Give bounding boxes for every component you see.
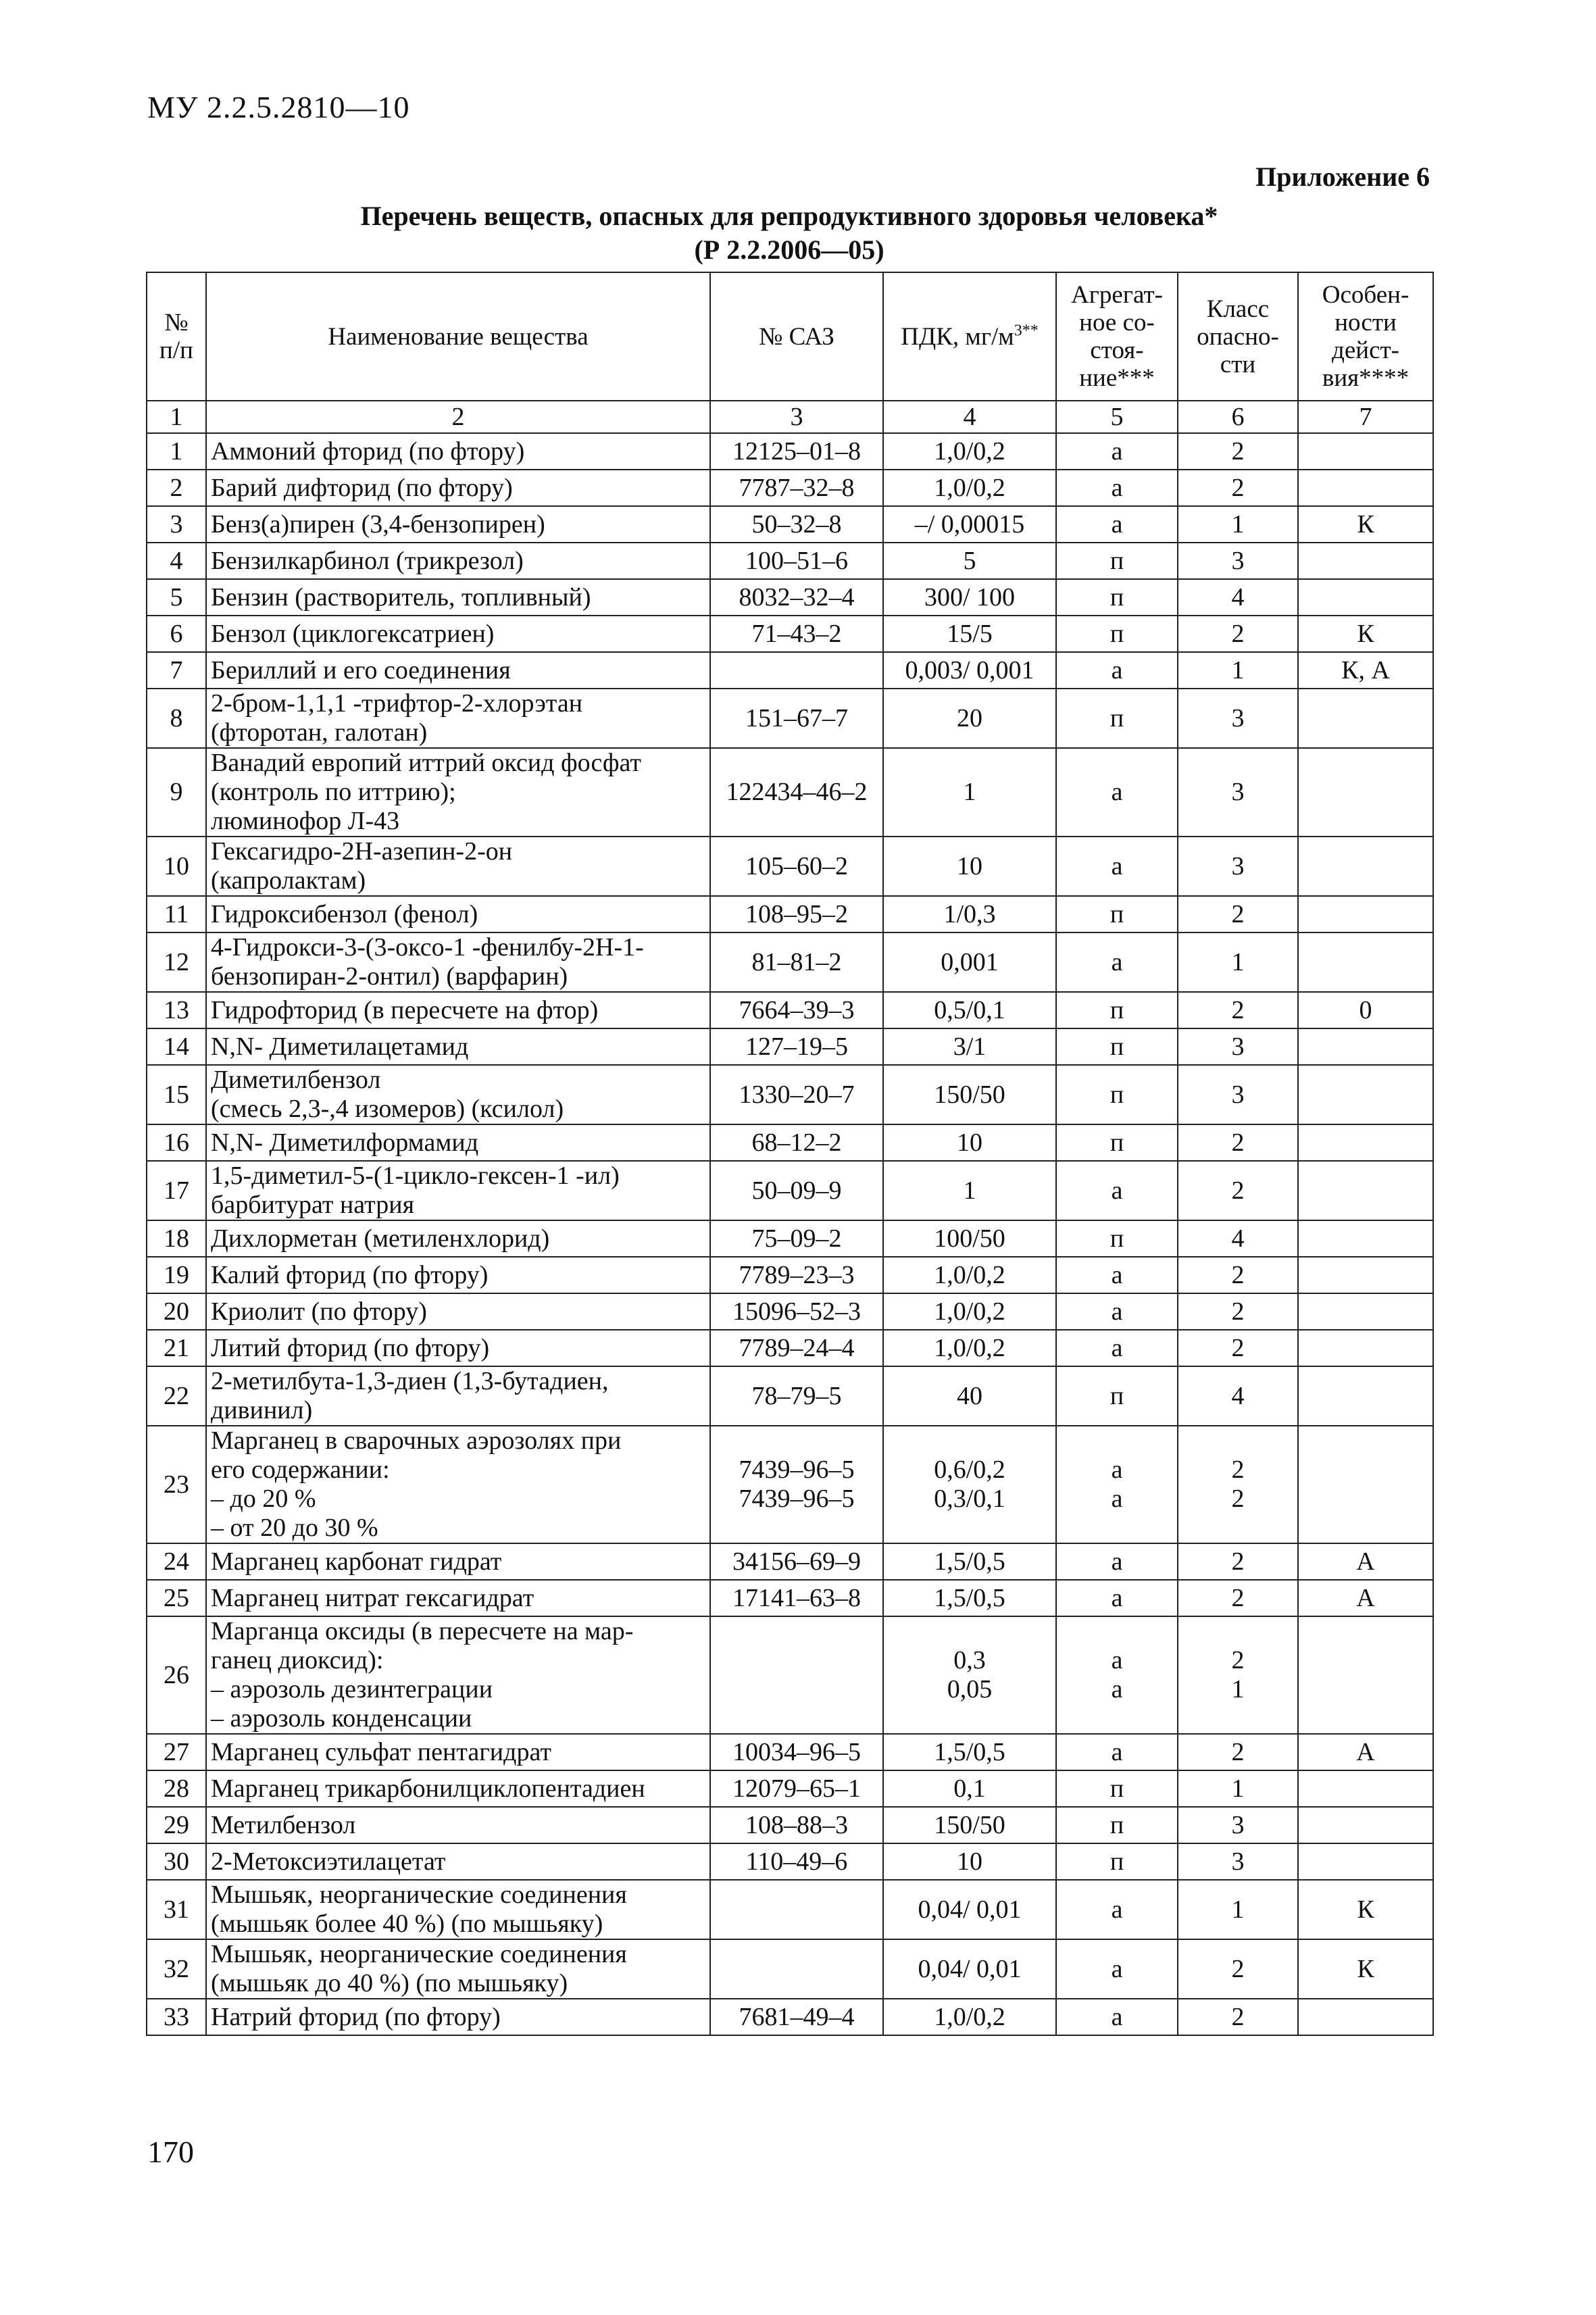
cell-cas: 75–09–2 — [710, 1220, 883, 1257]
cell-number: 21 — [147, 1330, 206, 1366]
cell-hazard-class: 4 — [1178, 1220, 1298, 1257]
cell-cas: 108–88–3 — [710, 1807, 883, 1843]
cell-substance-name: Криолит (по фтору) — [206, 1293, 710, 1330]
cell-number: 26 — [147, 1616, 206, 1734]
cell-features — [1298, 1124, 1433, 1161]
cell-number: 9 — [147, 748, 206, 837]
cell-mac: 0,3 0,05 — [883, 1616, 1056, 1734]
cell-hazard-class: 3 — [1178, 1843, 1298, 1880]
cell-features: К, А — [1298, 652, 1433, 689]
cell-features — [1298, 689, 1433, 748]
cell-substance-name: Мышьяк, неорганические соединения (мышьяк до 40 %) (по мышьяку) — [206, 1939, 710, 1999]
column-number: 3 — [710, 401, 883, 433]
cell-cas: 50–32–8 — [710, 506, 883, 543]
cell-features: А — [1298, 1580, 1433, 1616]
table-row — [147, 1028, 1433, 1065]
cell-hazard-class: 2 — [1178, 1330, 1298, 1366]
cell-cas: 7789–23–3 — [710, 1257, 883, 1293]
cell-hazard-class: 4 — [1178, 579, 1298, 616]
cell-features — [1298, 837, 1433, 896]
cell-substance-name: Мышьяк, неорганические соединения (мышьяк более 40 %) (по мышьяку) — [206, 1880, 710, 1939]
cell-number: 25 — [147, 1580, 206, 1616]
cell-features — [1298, 1220, 1433, 1257]
cell-cas: 7789–24–4 — [710, 1330, 883, 1366]
document-title: Перечень веществ, опасных для репродуктивного здоровья человека* — [360, 201, 1218, 231]
table-row — [147, 1161, 1433, 1220]
cell-number: 5 — [147, 579, 206, 616]
cell-substance-name: Бенз(а)пирен (3,4-бензопирен) — [206, 506, 710, 543]
column-number-row — [147, 401, 1433, 433]
cell-features — [1298, 1065, 1433, 1124]
cell-features: К — [1298, 1880, 1433, 1939]
cell-hazard-class: 2 — [1178, 992, 1298, 1028]
cell-mac: 0,001 — [883, 932, 1056, 992]
header-state: Агрегат- ное со- стоя- ние*** — [1056, 272, 1178, 401]
cell-substance-name: Ванадий европий иттрий оксид фосфат (контроль по иттрию); люминофор Л-43 — [206, 748, 710, 837]
cell-number: 27 — [147, 1734, 206, 1770]
cell-hazard-class: 2 — [1178, 1161, 1298, 1220]
cell-features — [1298, 896, 1433, 932]
running-header: МУ 2.2.5.2810—10 — [147, 90, 410, 124]
cell-hazard-class: 2 — [1178, 1293, 1298, 1330]
cell-features — [1298, 470, 1433, 506]
table-row — [147, 896, 1433, 932]
table-row — [147, 1543, 1433, 1580]
cell-state: а — [1056, 1999, 1178, 2035]
cell-mac: 10 — [883, 1843, 1056, 1880]
cell-mac: 150/50 — [883, 1807, 1056, 1843]
table-row — [147, 652, 1433, 689]
cell-hazard-class: 3 — [1178, 1807, 1298, 1843]
cell-hazard-class: 2 2 — [1178, 1426, 1298, 1543]
cell-features — [1298, 1426, 1433, 1543]
cell-cas: 110–49–6 — [710, 1843, 883, 1880]
cell-hazard-class: 2 1 — [1178, 1616, 1298, 1734]
cell-features: 0 — [1298, 992, 1433, 1028]
cell-number: 4 — [147, 543, 206, 579]
cell-state: а — [1056, 932, 1178, 992]
cell-state: а — [1056, 748, 1178, 837]
table-row — [147, 748, 1433, 837]
column-number: 5 — [1056, 401, 1178, 433]
document-subtitle: (Р 2.2.2006—05) — [694, 234, 884, 265]
cell-features — [1298, 1807, 1433, 1843]
cell-mac: 1,0/0,2 — [883, 470, 1056, 506]
cell-number: 33 — [147, 1999, 206, 2035]
header-cas: № САЗ — [710, 272, 883, 401]
cell-hazard-class: 3 — [1178, 748, 1298, 837]
header-name: Наименование вещества — [206, 272, 710, 401]
cell-hazard-class: 3 — [1178, 837, 1298, 896]
table-row — [147, 837, 1433, 896]
cell-state: п — [1056, 1366, 1178, 1426]
cell-cas: 151–67–7 — [710, 689, 883, 748]
cell-number: 6 — [147, 616, 206, 652]
table-row — [147, 433, 1433, 470]
cell-number: 13 — [147, 992, 206, 1028]
cell-features — [1298, 1843, 1433, 1880]
cell-mac: 15/5 — [883, 616, 1056, 652]
cell-substance-name: Марганец нитрат гексагидрат — [206, 1580, 710, 1616]
cell-substance-name: Калий фторид (по фтору) — [206, 1257, 710, 1293]
cell-state: а — [1056, 652, 1178, 689]
cell-state: а — [1056, 1330, 1178, 1366]
column-number: 4 — [883, 401, 1056, 433]
cell-state: п — [1056, 543, 1178, 579]
cell-substance-name: 2-метилбута-1,3-диен (1,3-бутадиен, дивинил) — [206, 1366, 710, 1426]
cell-state: а — [1056, 1580, 1178, 1616]
cell-cas: 81–81–2 — [710, 932, 883, 992]
cell-features — [1298, 1770, 1433, 1807]
cell-number: 30 — [147, 1843, 206, 1880]
cell-number: 23 — [147, 1426, 206, 1543]
cell-cas: 108–95–2 — [710, 896, 883, 932]
cell-mac: 1,0/0,2 — [883, 1293, 1056, 1330]
cell-number: 22 — [147, 1366, 206, 1426]
cell-hazard-class: 2 — [1178, 433, 1298, 470]
cell-cas: 12125–01–8 — [710, 433, 883, 470]
cell-state: а — [1056, 433, 1178, 470]
cell-substance-name: 2-Метоксиэтилацетат — [206, 1843, 710, 1880]
cell-features — [1298, 579, 1433, 616]
cell-substance-name: Бензилкарбинол (трикрезол) — [206, 543, 710, 579]
table-body — [147, 433, 1433, 2035]
cell-state: а — [1056, 1939, 1178, 1999]
cell-cas: 7664–39–3 — [710, 992, 883, 1028]
cell-state: п — [1056, 1220, 1178, 1257]
cell-mac: 0,04/ 0,01 — [883, 1939, 1056, 1999]
cell-hazard-class: 2 — [1178, 1543, 1298, 1580]
cell-mac: 5 — [883, 543, 1056, 579]
cell-substance-name: Марганец трикарбонилциклопентадиен — [206, 1770, 710, 1807]
cell-hazard-class: 1 — [1178, 1880, 1298, 1939]
cell-substance-name: Натрий фторид (по фтору) — [206, 1999, 710, 2035]
table-row — [147, 932, 1433, 992]
cell-mac: 100/50 — [883, 1220, 1056, 1257]
cell-cas — [710, 1939, 883, 1999]
table-header — [147, 272, 1433, 433]
cell-hazard-class: 2 — [1178, 1999, 1298, 2035]
cell-cas — [710, 1616, 883, 1734]
cell-cas — [710, 1880, 883, 1939]
cell-features — [1298, 1161, 1433, 1220]
cell-cas — [710, 652, 883, 689]
cell-mac: 10 — [883, 837, 1056, 896]
cell-state: а — [1056, 506, 1178, 543]
cell-state: а — [1056, 1543, 1178, 1580]
cell-substance-name: Диметилбензол (смесь 2,3-,4 изомеров) (ксилол) — [206, 1065, 710, 1124]
cell-features — [1298, 1999, 1433, 2035]
cell-number: 20 — [147, 1293, 206, 1330]
cell-hazard-class: 1 — [1178, 652, 1298, 689]
cell-substance-name: Дихлорметан (метиленхлорид) — [206, 1220, 710, 1257]
cell-state: п — [1056, 616, 1178, 652]
cell-substance-name: Марганец карбонат гидрат — [206, 1543, 710, 1580]
table-row — [147, 1257, 1433, 1293]
cell-number: 28 — [147, 1770, 206, 1807]
cell-features — [1298, 1330, 1433, 1366]
cell-number: 12 — [147, 932, 206, 992]
cell-number: 11 — [147, 896, 206, 932]
cell-hazard-class: 3 — [1178, 543, 1298, 579]
cell-substance-name: Барий дифторид (по фтору) — [206, 470, 710, 506]
cell-features — [1298, 748, 1433, 837]
table-row — [147, 992, 1433, 1028]
header-features: Особен- ности дейст- вия**** — [1298, 272, 1433, 401]
cell-substance-name: Марганец в сварочных аэрозолях при его содержании: – до 20 % – от 20 до 30 % — [206, 1426, 710, 1543]
cell-hazard-class: 1 — [1178, 1770, 1298, 1807]
cell-number: 16 — [147, 1124, 206, 1161]
table-row — [147, 579, 1433, 616]
table-row — [147, 689, 1433, 748]
cell-mac: 1,5/0,5 — [883, 1734, 1056, 1770]
cell-hazard-class: 2 — [1178, 470, 1298, 506]
cell-mac: 0,5/0,1 — [883, 992, 1056, 1028]
table-row — [147, 616, 1433, 652]
cell-state: а а — [1056, 1426, 1178, 1543]
cell-cas: 71–43–2 — [710, 616, 883, 652]
cell-features — [1298, 1028, 1433, 1065]
cell-mac: 1,0/0,2 — [883, 1330, 1056, 1366]
cell-mac: 1,0/0,2 — [883, 1257, 1056, 1293]
column-number: 6 — [1178, 401, 1298, 433]
cell-cas: 68–12–2 — [710, 1124, 883, 1161]
table-row — [147, 1220, 1433, 1257]
cell-mac: 1 — [883, 1161, 1056, 1220]
table-row — [147, 1065, 1433, 1124]
cell-state: п — [1056, 1124, 1178, 1161]
cell-hazard-class: 2 — [1178, 616, 1298, 652]
cell-features — [1298, 1293, 1433, 1330]
cell-cas: 7439–96–5 7439–96–5 — [710, 1426, 883, 1543]
cell-hazard-class: 3 — [1178, 689, 1298, 748]
column-number: 1 — [147, 401, 206, 433]
cell-state: а а — [1056, 1616, 1178, 1734]
cell-features — [1298, 433, 1433, 470]
table-row — [147, 543, 1433, 579]
cell-mac: 1 — [883, 748, 1056, 837]
cell-state: а — [1056, 1293, 1178, 1330]
cell-hazard-class: 2 — [1178, 1580, 1298, 1616]
cell-state: а — [1056, 1257, 1178, 1293]
cell-number: 14 — [147, 1028, 206, 1065]
cell-state: п — [1056, 579, 1178, 616]
cell-mac: 40 — [883, 1366, 1056, 1426]
table-row — [147, 1330, 1433, 1366]
cell-mac: 1,0/0,2 — [883, 433, 1056, 470]
cell-cas: 105–60–2 — [710, 837, 883, 896]
cell-mac: 300/ 100 — [883, 579, 1056, 616]
cell-state: а — [1056, 470, 1178, 506]
cell-hazard-class: 1 — [1178, 506, 1298, 543]
cell-cas: 100–51–6 — [710, 543, 883, 579]
cell-mac: 3/1 — [883, 1028, 1056, 1065]
cell-state: п — [1056, 1028, 1178, 1065]
cell-cas: 7787–32–8 — [710, 470, 883, 506]
cell-state: п — [1056, 896, 1178, 932]
cell-features: К — [1298, 1939, 1433, 1999]
table-row — [147, 506, 1433, 543]
cell-state: п — [1056, 1065, 1178, 1124]
cell-substance-name: N,N- Диметилформамид — [206, 1124, 710, 1161]
cell-mac: 150/50 — [883, 1065, 1056, 1124]
cell-mac: 1,5/0,5 — [883, 1543, 1056, 1580]
cell-state: п — [1056, 1807, 1178, 1843]
column-number: 7 — [1298, 401, 1433, 433]
table-row — [147, 1880, 1433, 1939]
cell-features — [1298, 1366, 1433, 1426]
cell-state: п — [1056, 689, 1178, 748]
cell-cas: 15096–52–3 — [710, 1293, 883, 1330]
table-row — [147, 1366, 1433, 1426]
cell-substance-name: N,N- Диметилацетамид — [206, 1028, 710, 1065]
cell-number: 3 — [147, 506, 206, 543]
cell-cas: 10034–96–5 — [710, 1734, 883, 1770]
substances-table — [146, 272, 1434, 2036]
cell-substance-name: Бензин (растворитель, топливный) — [206, 579, 710, 616]
cell-hazard-class: 2 — [1178, 1939, 1298, 1999]
cell-features — [1298, 1616, 1433, 1734]
cell-state: а — [1056, 1734, 1178, 1770]
cell-state: п — [1056, 992, 1178, 1028]
cell-features — [1298, 932, 1433, 992]
cell-cas: 8032–32–4 — [710, 579, 883, 616]
header-mac: ПДК, $мг/м^{3**}$ — [883, 272, 1056, 401]
cell-number: 29 — [147, 1807, 206, 1843]
cell-substance-name: Гексагидро-2Н-азепин-2-он (капролактам) — [206, 837, 710, 896]
cell-features — [1298, 543, 1433, 579]
table-row — [147, 1939, 1433, 1999]
cell-number: 2 — [147, 470, 206, 506]
table-row — [147, 1843, 1433, 1880]
cell-state: а — [1056, 1161, 1178, 1220]
column-number: 2 — [206, 401, 710, 433]
cell-hazard-class: 2 — [1178, 1257, 1298, 1293]
cell-substance-name: Бензол (циклогексатриен) — [206, 616, 710, 652]
table-row — [147, 1616, 1433, 1734]
cell-mac: 1/0,3 — [883, 896, 1056, 932]
cell-number: 31 — [147, 1880, 206, 1939]
cell-mac: –/ 0,00015 — [883, 506, 1056, 543]
cell-hazard-class: 3 — [1178, 1065, 1298, 1124]
cell-mac: 0,6/0,2 0,3/0,1 — [883, 1426, 1056, 1543]
cell-features: К — [1298, 616, 1433, 652]
table-row — [147, 1734, 1433, 1770]
cell-substance-name: Литий фторид (по фтору) — [206, 1330, 710, 1366]
cell-number: 24 — [147, 1543, 206, 1580]
cell-number: 17 — [147, 1161, 206, 1220]
cell-substance-name: Марганца оксиды (в пересчете на мар- ганец диоксид): – аэрозоль дезинтеграции – аэрозоль конденсации — [206, 1616, 710, 1734]
cell-hazard-class: 4 — [1178, 1366, 1298, 1426]
cell-substance-name: 2-бром-1,1,1 -трифтор-2-хлорэтан (фторотан, галотан) — [206, 689, 710, 748]
cell-mac: 10 — [883, 1124, 1056, 1161]
table-row — [147, 1580, 1433, 1616]
cell-number: 1 — [147, 433, 206, 470]
header-num: № п/п — [147, 272, 206, 401]
cell-substance-name: Марганец сульфат пентагидрат — [206, 1734, 710, 1770]
cell-features: К — [1298, 506, 1433, 543]
cell-cas: 78–79–5 — [710, 1366, 883, 1426]
cell-mac: 20 — [883, 689, 1056, 748]
cell-number: 18 — [147, 1220, 206, 1257]
cell-state: а — [1056, 1880, 1178, 1939]
cell-cas: 17141–63–8 — [710, 1580, 883, 1616]
cell-mac: 1,5/0,5 — [883, 1580, 1056, 1616]
page-number: 170 — [147, 2135, 194, 2169]
cell-hazard-class: 1 — [1178, 932, 1298, 992]
table-row — [147, 1124, 1433, 1161]
cell-cas: 122434–46–2 — [710, 748, 883, 837]
table-row — [147, 470, 1433, 506]
cell-cas: 7681–49–4 — [710, 1999, 883, 2035]
cell-hazard-class: 2 — [1178, 1124, 1298, 1161]
cell-state: п — [1056, 1843, 1178, 1880]
cell-state: а — [1056, 837, 1178, 896]
cell-substance-name: 1,5-диметил-5-(1-цикло-гексен-1 -ил) барбитурат натрия — [206, 1161, 710, 1220]
cell-mac: 1,0/0,2 — [883, 1999, 1056, 2035]
cell-features — [1298, 1257, 1433, 1293]
cell-mac: 0,003/ 0,001 — [883, 652, 1056, 689]
cell-substance-name: 4-Гидрокси-3-(3-оксо-1 -фенилбу-2Н-1- бензопиран-2-онтил) (варфарин) — [206, 932, 710, 992]
cell-hazard-class: 3 — [1178, 1028, 1298, 1065]
cell-features: А — [1298, 1734, 1433, 1770]
cell-cas: 50–09–9 — [710, 1161, 883, 1220]
table-row — [147, 1770, 1433, 1807]
cell-state: п — [1056, 1770, 1178, 1807]
cell-cas: 1330–20–7 — [710, 1065, 883, 1124]
cell-number: 10 — [147, 837, 206, 896]
cell-hazard-class: 2 — [1178, 1734, 1298, 1770]
cell-substance-name: Метилбензол — [206, 1807, 710, 1843]
cell-substance-name: Аммоний фторид (по фтору) — [206, 433, 710, 470]
cell-mac: 0,1 — [883, 1770, 1056, 1807]
cell-number: 32 — [147, 1939, 206, 1999]
table-row — [147, 1999, 1433, 2035]
cell-substance-name: Бериллий и его соединения — [206, 652, 710, 689]
cell-hazard-class: 2 — [1178, 896, 1298, 932]
cell-substance-name: Гидрофторид (в пересчете на фтор) — [206, 992, 710, 1028]
header-class: Класс опасно- сти — [1178, 272, 1298, 401]
cell-features: А — [1298, 1543, 1433, 1580]
cell-number: 7 — [147, 652, 206, 689]
table-row — [147, 1807, 1433, 1843]
cell-number: 8 — [147, 689, 206, 748]
table-row — [147, 1293, 1433, 1330]
cell-mac: 0,04/ 0,01 — [883, 1880, 1056, 1939]
cell-number: 15 — [147, 1065, 206, 1124]
table-row — [147, 1426, 1433, 1543]
cell-substance-name: Гидроксибензол (фенол) — [206, 896, 710, 932]
cell-cas: 127–19–5 — [710, 1028, 883, 1065]
cell-cas: 34156–69–9 — [710, 1543, 883, 1580]
cell-cas: 12079–65–1 — [710, 1770, 883, 1807]
appendix-label: Приложение 6 — [1255, 161, 1430, 192]
cell-number: 19 — [147, 1257, 206, 1293]
